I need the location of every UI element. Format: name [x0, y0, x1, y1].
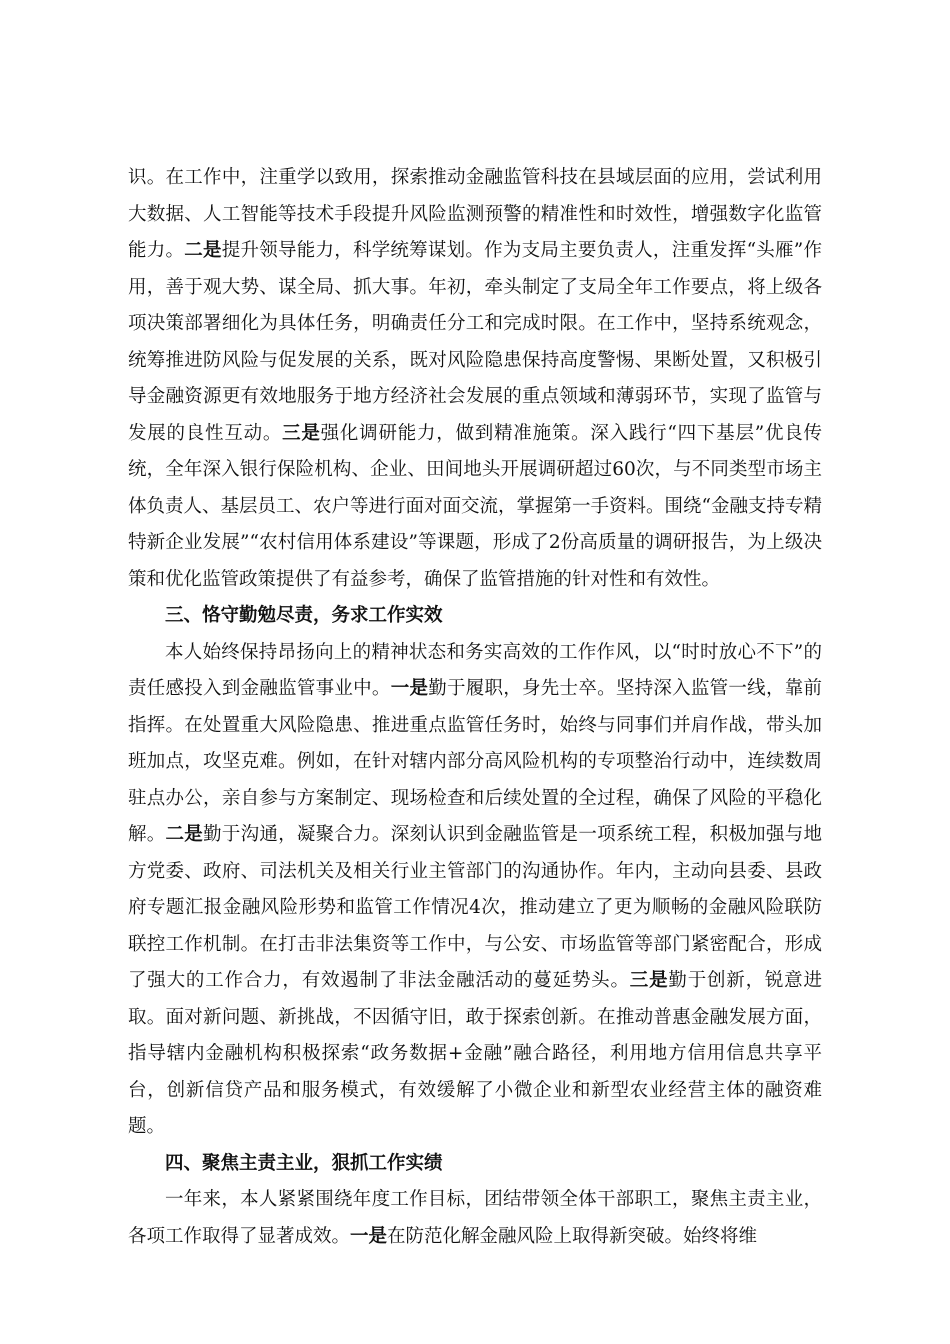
bold-marker: 三是 [282, 422, 321, 444]
paragraph-text: 一年来，本人紧紧围绕年度工作目标，团结带领全体干部职工，聚焦主责主业，各项工作取得了显著成效。 [128, 1189, 822, 1247]
paragraph-text: 勤于沟通，凝聚合力。深刻认识到金融监管是一项系统工程，积极加强与地方党委、政府、司法机关及相关行业主管部门的沟通协作。年内，主动向县委、县政府专题汇报金融风险形势和监管工作情况4次，推动建立了更为顺畅的金融风险联防联控工作机制。在打击非法集资等工作中，与公安、市场监管等部门紧密配合，形成了强大的工作合力，有效遏制了非法金融活动的蔓延势头。 [128, 824, 822, 991]
paragraph-text: 勤于履职，身先士卒。坚持深入监管一线，靠前指挥。在处置重大风险隐患、推进重点监管任务时，始终与同事们并肩作战，带头加班加点，攻坚克难。例如，在针对辖内部分高风险机构的专项整治行动中，连续数周驻点办公，亲自参与方案制定、现场检查和后续处置的全过程，确保了风险的平稳化解。 [128, 678, 822, 845]
section-heading-4: 四、聚焦主责主业，狠抓工作实绩 [165, 1152, 443, 1174]
bold-marker: 二是 [165, 824, 204, 845]
paragraph-text: 勤于创新，锐意进取。面对新问题、新挑战，不因循守旧，敢于探索创新。在推动普惠金融发展方面，指导辖内金融机构积极探索“政务数据+金融”融合路径，利用地方信用信息共享平台，创新信贷产品和服务模式，有效缓解了小微企业和新型农业经营主体的融资难题。 [128, 970, 822, 1137]
paragraph-text: 提升领导能力，科学统筹谋划。作为支局主要负责人，注重发挥“头雁”作用，善于观大势、谋全局、抓大事。年初，牵头制定了支局全年工作要点，将上级各项决策部署细化为具体任务，明确责任分工和完成时限。在工作中，坚持系统观念，统筹推进防风险与促发展的关系，既对风险隐患保持高度警惕、果断处置，又积极引导金融资源更有效地服务于地方经济社会发展的重点领域和薄弱环节，实现了监管与发展的良性互动。 [128, 240, 822, 444]
paragraph-text: 强化调研能力，做到精准施策。深入践行“四下基层”优良传统，全年深入银行保险机构、企业、田间地头开展调研超过60次，与不同类型市场主体负责人、基层员工、农户等进行面对面交流，掌握第一手资料。围绕“金融支持专精特新企业发展”“农村信用体系建设”等课题，形成了2份高质量的调研报告，为上级决策和优化监管政策提供了有益参考，确保了监管措施的针对性和有效性。 [128, 422, 822, 590]
paragraph-capabilities [128, 160, 822, 598]
paragraph-achievements [128, 1182, 822, 1255]
bold-marker: 三是 [629, 970, 669, 991]
paragraph-text: 识。在工作中，注重学以致用，探索推动金融监管科技在县域层面的应用，尝试利用大数据、人工智能等技术手段提升风险监测预警的精准性和时效性，增强数字化监管能力。 [128, 167, 822, 261]
section-heading-3: 三、恪守勤勉尽责，务求工作实效 [165, 605, 443, 626]
paragraph-text: 在防范化解金融风险上取得新突破。始终将维 [387, 1225, 758, 1247]
paragraph-diligence [128, 635, 822, 1146]
document-page [128, 160, 822, 1255]
bold-marker: 一是 [350, 1225, 388, 1247]
bold-marker: 一是 [390, 678, 429, 699]
bold-marker: 二是 [184, 240, 222, 261]
paragraph-text: 本人始终保持昂扬向上的精神状态和务实高效的工作作风，以“时时放心不下”的责任感投入到金融监管事业中。 [128, 641, 822, 699]
